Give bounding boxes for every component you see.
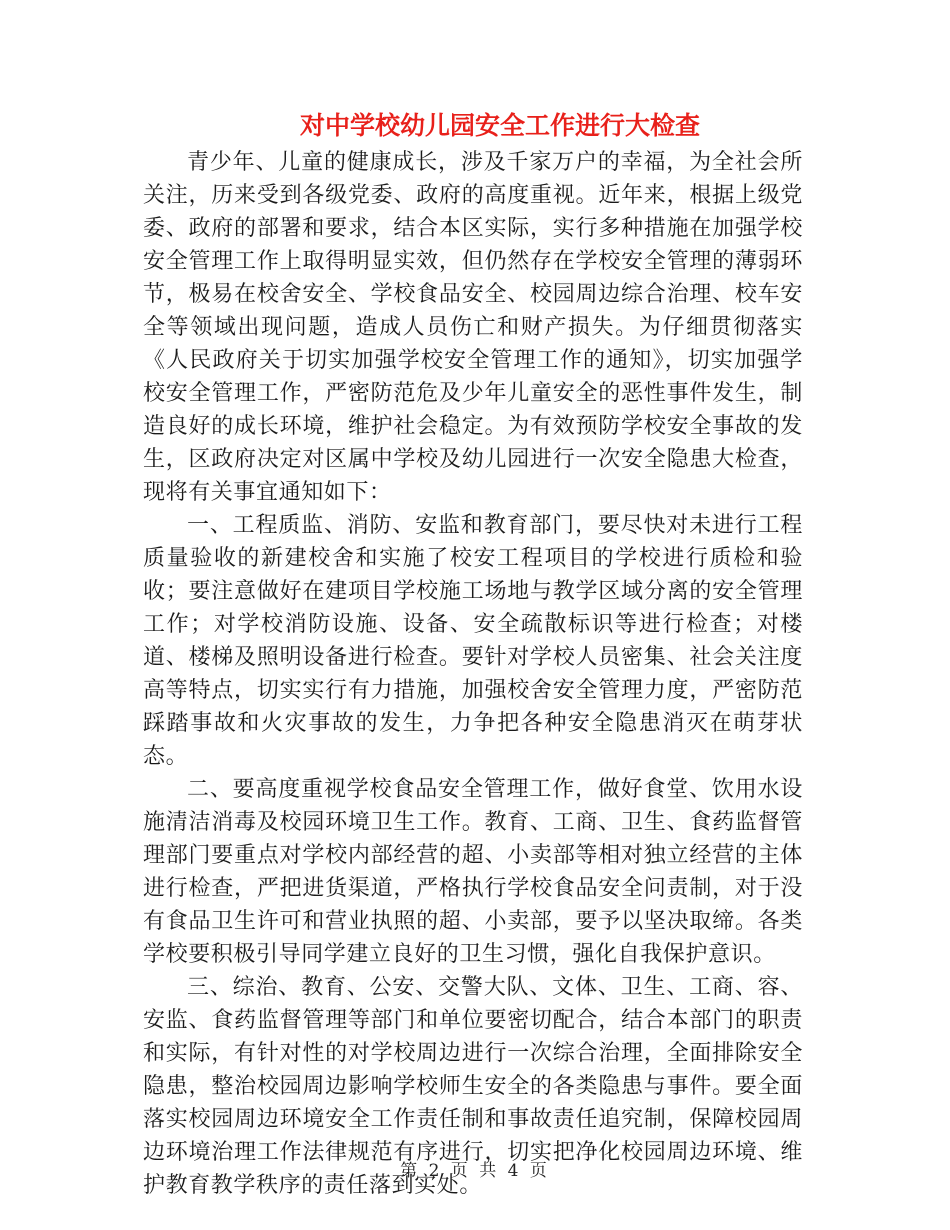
paragraph-item-2: 二、要高度重视学校食品安全管理工作，做好食堂、饮用水设施清洁消毒及校园环境卫生工作。教育、工商、卫生、食药监督管理部门要重点对学校内部经营的超、小卖部等相对独立经营的主体进行检查，严把进货渠道，严格执行学校食品安全问责制，对于没有食品卫生许可和营业执照的超、小卖部，要予以坚决取缔。各类学校要积极引导同学建立良好的卫生习惯，强化自我保护意识。 — [143, 777, 803, 967]
paragraph-item-3: 三、综治、教育、公安、交警大队、文体、卫生、工商、容、安监、食药监督管理等部门和单位要密切配合，结合本部门的职责和实际，有针对性的对学校周边进行一次综合治理，全面排除安全隐患，整治校园周边影响学校师生安全的各类隐患与事件。要全面落实校园周边环境安全工作责任制和事故责任追究制，保障校园周边环境治理工作法律规范有序进行，切实把净化校园周边环境、维护教育教学秩序的责任落到实处。 — [143, 975, 803, 1198]
paragraph-intro: 青少年、儿童的健康成长，涉及千家万户的幸福，为全社会所关注，历来受到各级党委、政府的高度重视。近年来，根据上级党委、政府的部署和要求，结合本区实际，实行多种措施在加强学校安全管理工作上取得明显实效，但仍然存在学校安全管理的薄弱环节，极易在校舍安全、学校食品安全、校园周边综合治理、校车安全等领域出现问题，造成人员伤亡和财产损失。为仔细贯彻落实《人民政府关于切实加强学校安全管理工作的通知》，切实加强学校安全管理工作，严密防范危及少年儿童安全的恶性事件发生，制造良好的成长环境，维护社会稳定。为有效预防学校安全事故的发生，区政府决定对区属中学校及幼儿园进行一次安全隐患大检查，现将有关事宜通知如下： — [143, 150, 803, 505]
document-title: 对中学校幼儿园安全工作进行大检查 — [299, 111, 700, 140]
paragraph-item-1: 一、工程质监、消防、安监和教育部门，要尽快对未进行工程质量验收的新建校舍和实施了校安工程项目的学校进行质检和验收；要注意做好在建项目学校施工场地与教学区域分离的安全管理工作；对学校消防设施、设备、安全疏散标识等进行检查；对楼道、楼梯及照明设备进行检查。要针对学校人员密集、社会关注度高等特点，切实实行有力措施，加强校舍安全管理力度，严密防范踩踏事故和火灾事故的发生，力争把各种安全隐患消灭在萌芽状态。 — [143, 513, 803, 769]
document-body — [143, 146, 803, 1202]
page-number-footer: 第 2 页 共 4 页 — [400, 1161, 550, 1181]
